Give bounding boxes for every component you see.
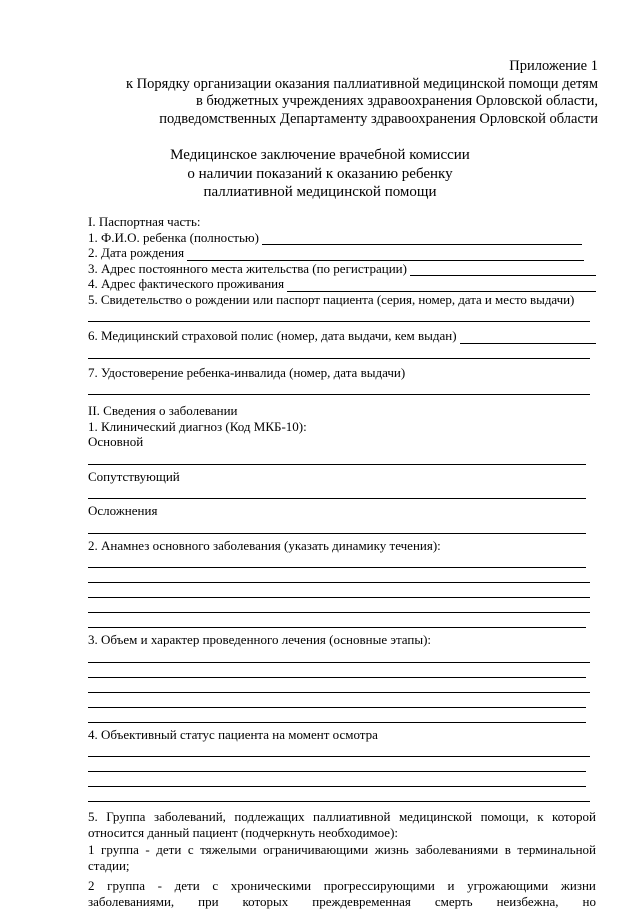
field-insurance-policy-label: 6. Медицинский страховой полис (номер, дата выдачи, кем выдан) xyxy=(88,328,457,343)
anamnesis-blank-3[interactable] xyxy=(88,583,590,598)
patient-status-blank-4[interactable] xyxy=(88,787,590,802)
g2-word: неизбежна, xyxy=(496,894,559,909)
field-actual-address xyxy=(88,276,596,292)
patient-status-label: 4. Объективный статус пациента на момент осмотра xyxy=(88,726,378,742)
treatment-blank-2[interactable] xyxy=(88,663,586,678)
diagnosis-main-label: Основной xyxy=(88,434,144,449)
g2-word: прогрессирующими xyxy=(323,878,435,893)
form-body xyxy=(88,214,596,910)
field-disability-certificate xyxy=(88,365,596,381)
diagnosis-concomitant-blank[interactable] xyxy=(88,484,586,499)
disease-group-1[interactable]: 1 группа - дети с тяжелыми ограничивающими жизнь заболеваниями в терминальной стадии; xyxy=(88,842,596,873)
g2-word: хроническими xyxy=(230,878,312,893)
title-line-3: паллиативной медицинской помощи xyxy=(203,184,437,200)
anamnesis-blank-4[interactable] xyxy=(88,598,590,613)
g2-word: группа xyxy=(107,878,146,893)
g2-word: - xyxy=(157,878,163,893)
treatment-blank-4[interactable] xyxy=(88,693,586,708)
field-disability-certificate-label: 7. Удостоверение ребенка-инвалида (номер, дата выдачи) xyxy=(88,364,406,380)
section1-heading: I. Паспортная часть: xyxy=(88,214,201,229)
treatment-blank-3[interactable] xyxy=(88,678,590,693)
treatment-blank-1[interactable] xyxy=(88,648,590,663)
g2-word: заболеваниями, xyxy=(88,894,175,909)
disease-group-question: 5. Группа заболеваний, подлежащих паллиативной медицинской помощи, к которой относится данный пациент (подчеркнуть необходимое): xyxy=(88,809,596,840)
patient-status-blank-1[interactable] xyxy=(88,742,590,757)
field-registered-address xyxy=(88,261,596,277)
g2-word: угрожающими xyxy=(467,878,549,893)
treatment-label: 3. Объем и характер проведенного лечения (основные этапы): xyxy=(88,632,432,647)
anamnesis-blank-2[interactable] xyxy=(88,568,590,583)
field-birth-certificate-label: 5. Свидетельство о рождении или паспорт пациента (серия, номер, дата и место выдачи) xyxy=(88,291,575,307)
disease-group-2-line-1[interactable] xyxy=(88,878,596,894)
field-registered-address-label: 3. Адрес постоянного места жительства (по регистрации) xyxy=(88,260,407,276)
appendix-line-3: подведомственных Департаменту здравоохранения Орловской области xyxy=(159,110,598,127)
clinical-diagnosis-label: 1. Клинический диагноз (Код МКБ-10): xyxy=(88,418,307,434)
treatment-blank-5[interactable] xyxy=(88,708,586,723)
disease-group-2-line-2[interactable] xyxy=(88,894,596,910)
anamnesis-label: 2. Анамнез основного заболевания (указать динамику течения): xyxy=(88,537,441,553)
g2-word: которых xyxy=(242,894,289,909)
appendix-line-2: в бюджетных учреждениях здравоохранения Орловской области, xyxy=(195,93,598,109)
patient-status-blank-2[interactable] xyxy=(88,757,586,772)
diagnosis-main-blank[interactable] xyxy=(88,450,586,465)
field-actual-address-label: 4. Адрес фактического проживания xyxy=(88,276,285,291)
field-registered-address-blank[interactable] xyxy=(410,264,596,276)
field-disability-certificate-blank[interactable] xyxy=(88,380,590,395)
field-birth-date-blank[interactable] xyxy=(187,249,584,261)
field-insurance-policy xyxy=(88,328,596,344)
g2-word: дети xyxy=(174,878,200,893)
appendix-header xyxy=(78,58,598,128)
diagnosis-complications-blank[interactable] xyxy=(88,519,586,534)
title-line-2: о наличии показаний к оказанию ребенку xyxy=(187,165,453,182)
title-line-1: Медицинское заключение врачебной комиссии xyxy=(170,147,470,163)
g2-word: и xyxy=(447,878,455,893)
field-child-name-label: 1. Ф.И.О. ребенка (полностью) xyxy=(88,229,259,245)
anamnesis-blank-1[interactable] xyxy=(88,553,586,568)
field-insurance-policy-blank[interactable] xyxy=(460,332,596,344)
g2-word: но xyxy=(582,894,596,909)
field-child-name xyxy=(88,230,596,246)
field-birth-date xyxy=(88,245,596,261)
appendix-line-1: к Порядку организации оказания паллиативной медицинской помощи детям xyxy=(125,75,598,92)
section2-heading: II. Сведения о заболевании xyxy=(88,403,238,418)
diagnosis-concomitant-label: Сопутствующий xyxy=(88,468,180,484)
anamnesis-blank-5[interactable] xyxy=(88,613,586,628)
g2-word: с xyxy=(212,878,219,893)
g2-word: жизни xyxy=(560,878,596,893)
diagnosis-complications-label: Осложнения xyxy=(88,503,158,518)
field-birth-date-label: 2. Дата рождения xyxy=(88,245,185,260)
field-insurance-policy-blank-2[interactable] xyxy=(88,344,590,359)
field-actual-address-blank[interactable] xyxy=(287,280,596,292)
field-child-name-blank[interactable] xyxy=(262,233,582,245)
patient-status-blank-3[interactable] xyxy=(88,772,586,787)
g2-word: при xyxy=(198,894,219,909)
g2-word: преждевременная xyxy=(312,894,411,909)
g2-word: смерть xyxy=(434,894,473,909)
appendix-number: Приложение 1 xyxy=(509,58,598,74)
field-birth-certificate xyxy=(88,292,596,308)
g2-word: 2 xyxy=(88,878,95,893)
document-title xyxy=(0,146,640,202)
field-birth-certificate-blank[interactable] xyxy=(88,307,590,322)
